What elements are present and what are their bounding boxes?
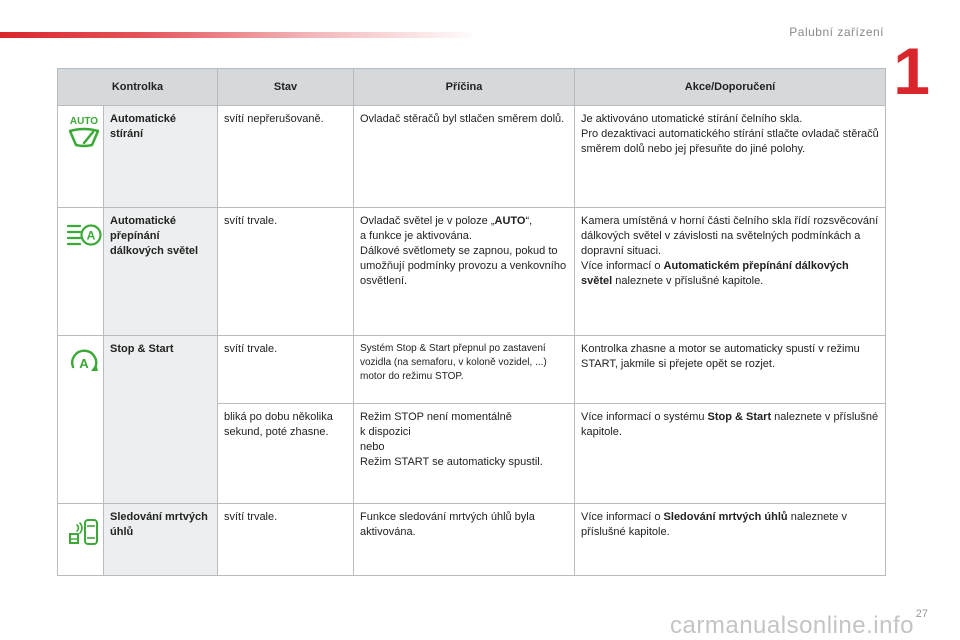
row-state: svítí trvale. — [218, 208, 354, 336]
column-header-akce: Akce/Doporučení — [575, 69, 886, 106]
row-cause — [354, 404, 575, 504]
chapter-number: 1 — [893, 34, 930, 108]
row-name: Automatické přepínání dálkových světel — [104, 208, 218, 336]
icon-cell — [58, 106, 104, 208]
table-row — [58, 336, 886, 404]
row-action — [575, 208, 886, 336]
svg-text:A: A — [79, 356, 89, 371]
row-action: Kontrolka zhasne a motor se automaticky spustí v režimu START, jakmile si přejete opět se rozjet. — [575, 336, 886, 404]
column-header-kontrolka: Kontrolka — [58, 69, 218, 106]
row-name: Sledování mrtvých úhlů — [104, 504, 218, 576]
row-state: svítí trvale. — [218, 504, 354, 576]
row-cause: Ovladač stěračů byl stlačen směrem dolů. — [354, 106, 575, 208]
row-cause: Systém Stop & Start přepnul po zastavení vozidla (na semaforu, v koloně vozidel, ...) motor do režimu STOP. — [354, 336, 575, 404]
cause-line: Ovladač světel je v poloze „AUTO“, — [360, 215, 533, 227]
action-line: Více informací o Automatickém přepínání dálkových světel naleznete v příslušné kapitole. — [581, 260, 849, 287]
icon-cell — [58, 336, 104, 504]
row-state: svítí trvale. — [218, 336, 354, 404]
cause-line: Režim START se automaticky spustil. — [360, 456, 543, 468]
column-header-pricina: Příčina — [354, 69, 575, 106]
table-row — [58, 208, 886, 336]
row-action — [575, 106, 886, 208]
row-state: svítí nepřerušovaně. — [218, 106, 354, 208]
action-line: Kamera umístěná v horní části čelního skla řídí rozsvěcování dálkových světel v závislosti na světelných podmínkách a dopravní situaci. — [581, 215, 879, 257]
action-line: Je aktivováno utomatické stírání čelního skla. — [581, 113, 803, 125]
stop-start-icon — [64, 342, 104, 382]
table-row — [58, 106, 886, 208]
page-number: 27 — [915, 608, 928, 620]
warning-lights-table — [57, 68, 886, 576]
auto-high-beam-icon — [64, 214, 104, 254]
row-cause — [354, 208, 575, 336]
row-name: Stop & Start — [104, 336, 218, 504]
table-header-row — [58, 69, 886, 106]
auto-wiper-icon — [64, 112, 104, 152]
row-action: Více informací o systému Stop & Start naleznete v příslušné kapitole. — [575, 404, 886, 504]
cause-line: a funkce je aktivována. — [360, 230, 472, 242]
row-state: bliká po dobu několika sekund, poté zhasne. — [218, 404, 354, 504]
row-cause: Funkce sledování mrtvých úhlů byla aktivována. — [354, 504, 575, 576]
svg-text:A: A — [86, 228, 96, 243]
icon-cell — [58, 208, 104, 336]
action-line: Pro dezaktivaci automatického stírání stlačte ovladač stěračů směrem dolů nebo jej přesuňte do jiné polohy. — [581, 128, 879, 155]
cause-line: Režim STOP není momentálně — [360, 411, 512, 423]
cause-line: k dispozici — [360, 426, 411, 438]
blind-spot-icon — [64, 510, 104, 550]
cause-line: Dálkové světlomety se zapnou, pokud to umožňují podmínky provozu a venkovního osvětlení. — [360, 245, 567, 287]
chapter-accent-bar — [0, 32, 480, 38]
column-header-stav: Stav — [218, 69, 354, 106]
cause-line: nebo — [360, 441, 385, 453]
svg-text:AUTO: AUTO — [69, 116, 99, 127]
row-action: Více informací o Sledování mrtvých úhlů naleznete v příslušné kapitole. — [575, 504, 886, 576]
row-name: Automatické stírání — [104, 106, 218, 208]
chapter-title: Palubní zařízení — [789, 25, 884, 39]
table-row — [58, 504, 886, 576]
watermark: carmanualsonline.info — [670, 612, 914, 639]
icon-cell — [58, 504, 104, 576]
